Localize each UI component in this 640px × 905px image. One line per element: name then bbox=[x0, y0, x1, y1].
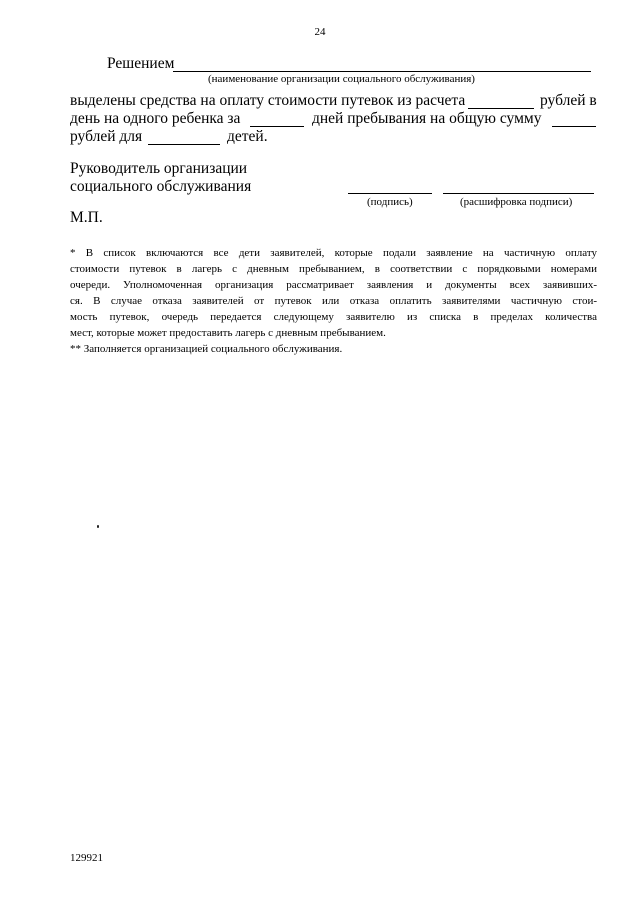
document-code: 129921 bbox=[70, 852, 103, 864]
scan-speck bbox=[97, 525, 99, 528]
footnote-line: мест, которые может предоставить лагерь с дневным пребыванием. bbox=[70, 327, 386, 339]
rate-field-line[interactable] bbox=[468, 108, 534, 109]
footnote-line: * В список включаются все дети заявителей, которые подали заявление на частичную оплату bbox=[70, 247, 597, 259]
footnote-line: очереди. Уполномоченная организация рассматривает заявления и документы всех заявивших- bbox=[70, 279, 597, 291]
decision-line3-b: детей. bbox=[227, 128, 268, 145]
decision-line1-end: рублей в bbox=[540, 92, 597, 109]
decision-line2-a: день на одного ребенка за bbox=[70, 110, 241, 127]
decision-line3-a: рублей для bbox=[70, 128, 143, 145]
footnote-line: ся. В случае отказа заявителей от путевок или отказа оплатить заявителями частичную стои- bbox=[70, 295, 597, 307]
decision-line2-b: дней пребывания на общую сумму bbox=[312, 110, 542, 127]
footnote-note2: ** Заполняется организацией социального обслуживания. bbox=[70, 343, 343, 355]
days-field-line[interactable] bbox=[250, 126, 304, 127]
signature-field-line[interactable] bbox=[348, 193, 432, 194]
decision-label: Решением bbox=[107, 55, 175, 72]
children-count-field-line[interactable] bbox=[148, 144, 220, 145]
decision-line1-text: выделены средства на оплату стоимости путевок из расчета bbox=[70, 92, 466, 109]
head-title-line2: социального обслуживания bbox=[70, 178, 252, 195]
footnote-line: мость путевок, очередь передается следующему заявителю из списка в пределах количества bbox=[70, 311, 597, 323]
signature-decode-caption: (расшифровка подписи) bbox=[460, 196, 573, 208]
signature-decode-field-line[interactable] bbox=[443, 193, 594, 194]
page-number: 24 bbox=[314, 26, 326, 38]
total-sum-field-line[interactable] bbox=[552, 126, 596, 127]
footnote-line: стоимости путевок в лагерь с дневным пребыванием, в соответствии с порядковыми номерами bbox=[70, 263, 597, 275]
stamp-place: М.П. bbox=[70, 209, 103, 226]
head-title-line1: Руководитель организации bbox=[70, 160, 248, 177]
org-name-caption: (наименование организации социального обслуживания) bbox=[208, 73, 475, 85]
org-name-field-line[interactable] bbox=[173, 71, 591, 72]
signature-caption: (подпись) bbox=[367, 196, 413, 208]
